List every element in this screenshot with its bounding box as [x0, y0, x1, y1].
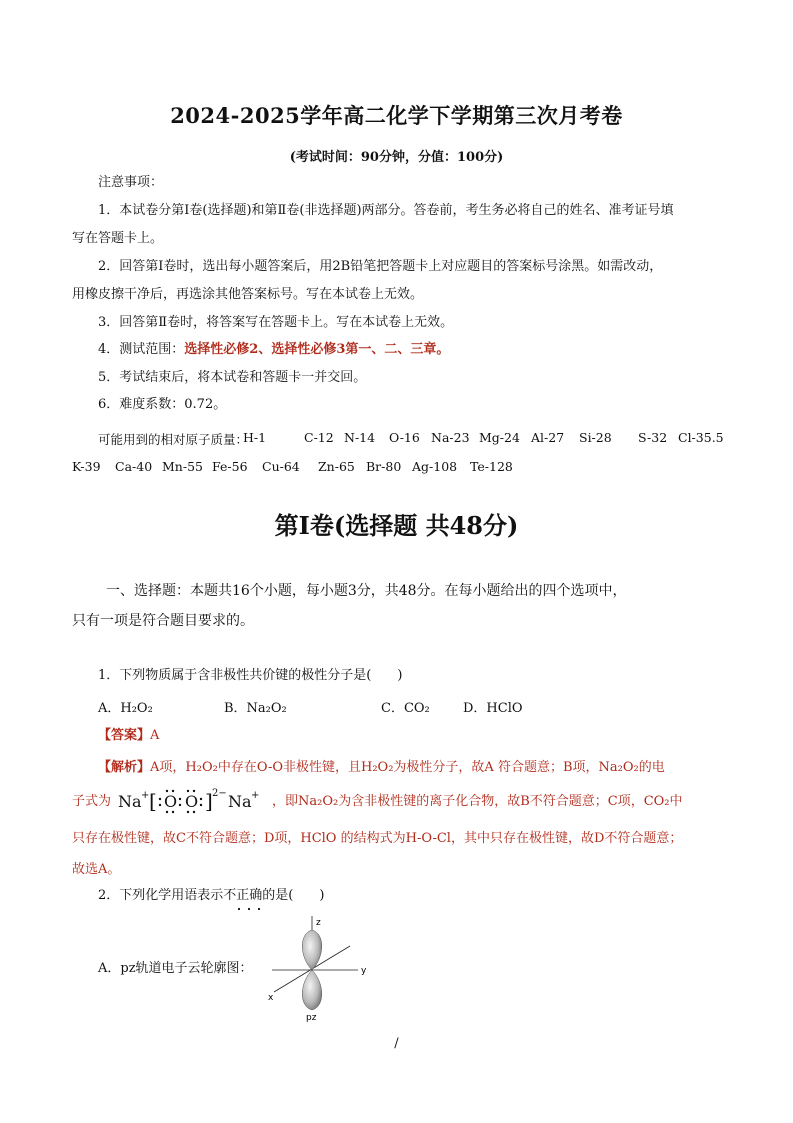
- note-1-line-2: 写在答题卡上。: [72, 231, 164, 246]
- analysis-label: 【解析】: [98, 760, 151, 775]
- answer-value: A: [150, 728, 160, 743]
- exam-info: (考试时间：90分钟，分值：100分): [289, 150, 504, 165]
- mass-item: C-12: [304, 430, 334, 445]
- q2-option-a: A．pz轨道电子云轮廓图：: [98, 961, 253, 976]
- orbital-caption: pz: [306, 1013, 317, 1022]
- page-title: 2024-2025学年高二化学下学期第三次月考卷: [170, 103, 623, 128]
- mass-item: Te-128: [470, 459, 513, 474]
- note-6: 6．难度系数：0.72。: [98, 397, 227, 412]
- y-label: y: [361, 966, 367, 976]
- mass-item: O-16: [389, 430, 420, 445]
- svg-text:[: [: [149, 789, 157, 813]
- mass-item: Br-80: [366, 459, 402, 474]
- svg-text:+: +: [251, 790, 260, 801]
- note-1-line-1: 1．本试卷分第Ⅰ卷(选择题)和第Ⅱ卷(非选择题)两部分。答卷前，考生务必将自己的姓名、准考证号填: [98, 203, 674, 218]
- q1-answer: [98, 727, 159, 745]
- page-number: /: [394, 1036, 399, 1051]
- note-4: [98, 341, 449, 359]
- mass-item: S-32: [638, 430, 668, 445]
- section-intro-line-2: 只有一项是符合题目要求的。: [72, 613, 254, 629]
- mass-item: N-14: [344, 430, 376, 445]
- test-range: 选择性必修2、选择性必修3第一、二、三章。: [184, 342, 450, 357]
- mass-item: H-1: [243, 430, 267, 445]
- mass-item: Na-23: [431, 430, 470, 445]
- mass-item: K-39: [72, 459, 101, 474]
- atomic-mass-row-1: [0, 430, 793, 448]
- svg-text:2−: 2−: [212, 788, 227, 799]
- pz-orbital-diagram: [262, 912, 374, 1022]
- q1-analysis-line-3: 只存在极性键，故C不符合题意；D项，HClO 的结构式为H-O-Cl，其中只存在极性键，故D不符合题意；: [72, 831, 683, 846]
- svg-text:O: O: [164, 792, 178, 811]
- question-1-stem: 1．下列物质属于含非极性共价键的极性分子是( ): [98, 668, 403, 683]
- svg-text:+: +: [141, 790, 150, 801]
- mass-item: Al-27: [531, 430, 565, 445]
- note-3: 3．回答第Ⅱ卷时，将答案写在答题卡上。写在本试卷上无效。: [98, 315, 454, 330]
- mass-item: Cl-35.5: [678, 430, 724, 445]
- note-2-line-2: 用橡皮擦干净后，再选涂其他答案标号。写在本试卷上无效。: [72, 287, 424, 302]
- note-2-line-1: 2．回答第Ⅰ卷时，选出每小题答案后，用2B铅笔把答题卡上对应题目的答案标号涂黑。如需改动，: [98, 259, 663, 274]
- q1-option-d: D．HClO: [463, 701, 523, 716]
- analysis-text: A项，H₂O₂中存在O-O非极性键，且H₂O₂为极性分子，故A 符合题意；B项，Na₂O₂的电: [150, 760, 665, 775]
- emphasis-dots: [234, 906, 264, 912]
- q1-option-b: B．Na₂O₂: [224, 701, 287, 716]
- q1-analysis-line-2b: ，即Na₂O₂为含非极性键的离子化合物，故B不符合题意；C项，CO₂中: [272, 794, 683, 809]
- svg-text:Na: Na: [118, 792, 142, 811]
- mass-item: Ag-108: [412, 459, 458, 474]
- atomic-mass-row-2: [0, 459, 793, 477]
- note-4-prefix: 4．测试范围：: [98, 342, 185, 357]
- svg-text:Na: Na: [228, 792, 252, 811]
- note-5: 5．考试结束后，将本试卷和答题卡一并交回。: [98, 370, 367, 385]
- atomic-mass-label: 可能用到的相对原子质量：: [98, 432, 249, 447]
- mass-item: Cu-64: [262, 459, 300, 474]
- q1-analysis-line-4: 故选A。: [72, 862, 121, 877]
- section-intro-line-1: 一、选择题：本题共16个小题，每小题3分，共48分。在每小题给出的四个选项中，: [106, 583, 627, 599]
- svg-text:O: O: [185, 792, 199, 811]
- answer-label: 【答案】: [98, 728, 151, 743]
- mass-item: Mn-55: [162, 459, 203, 474]
- lower-lobe: [302, 970, 322, 1010]
- notes-heading: 注意事项：: [98, 175, 164, 190]
- question-2-stem: 2．下列化学用语表示不正确的是( ): [98, 888, 325, 903]
- mass-item: Fe-56: [212, 459, 248, 474]
- q1-option-a: A．H₂O₂: [98, 701, 153, 716]
- na2o2-electron-formula: [118, 782, 278, 818]
- z-label: z: [316, 918, 321, 928]
- upper-lobe: [302, 930, 322, 970]
- mass-item: Mg-24: [479, 430, 520, 445]
- mass-item: Zn-65: [318, 459, 355, 474]
- x-label: x: [268, 993, 274, 1003]
- mass-item: Ca-40: [115, 459, 153, 474]
- q1-analysis-line-1: [98, 759, 665, 777]
- q1-option-c: C．CO₂: [381, 701, 430, 716]
- mass-item: Si-28: [579, 430, 612, 445]
- q1-analysis-line-2a: 子式为: [72, 794, 112, 809]
- section-title: 第Ⅰ卷(选择题 共48分): [274, 511, 519, 540]
- svg-text:]: ]: [205, 789, 213, 813]
